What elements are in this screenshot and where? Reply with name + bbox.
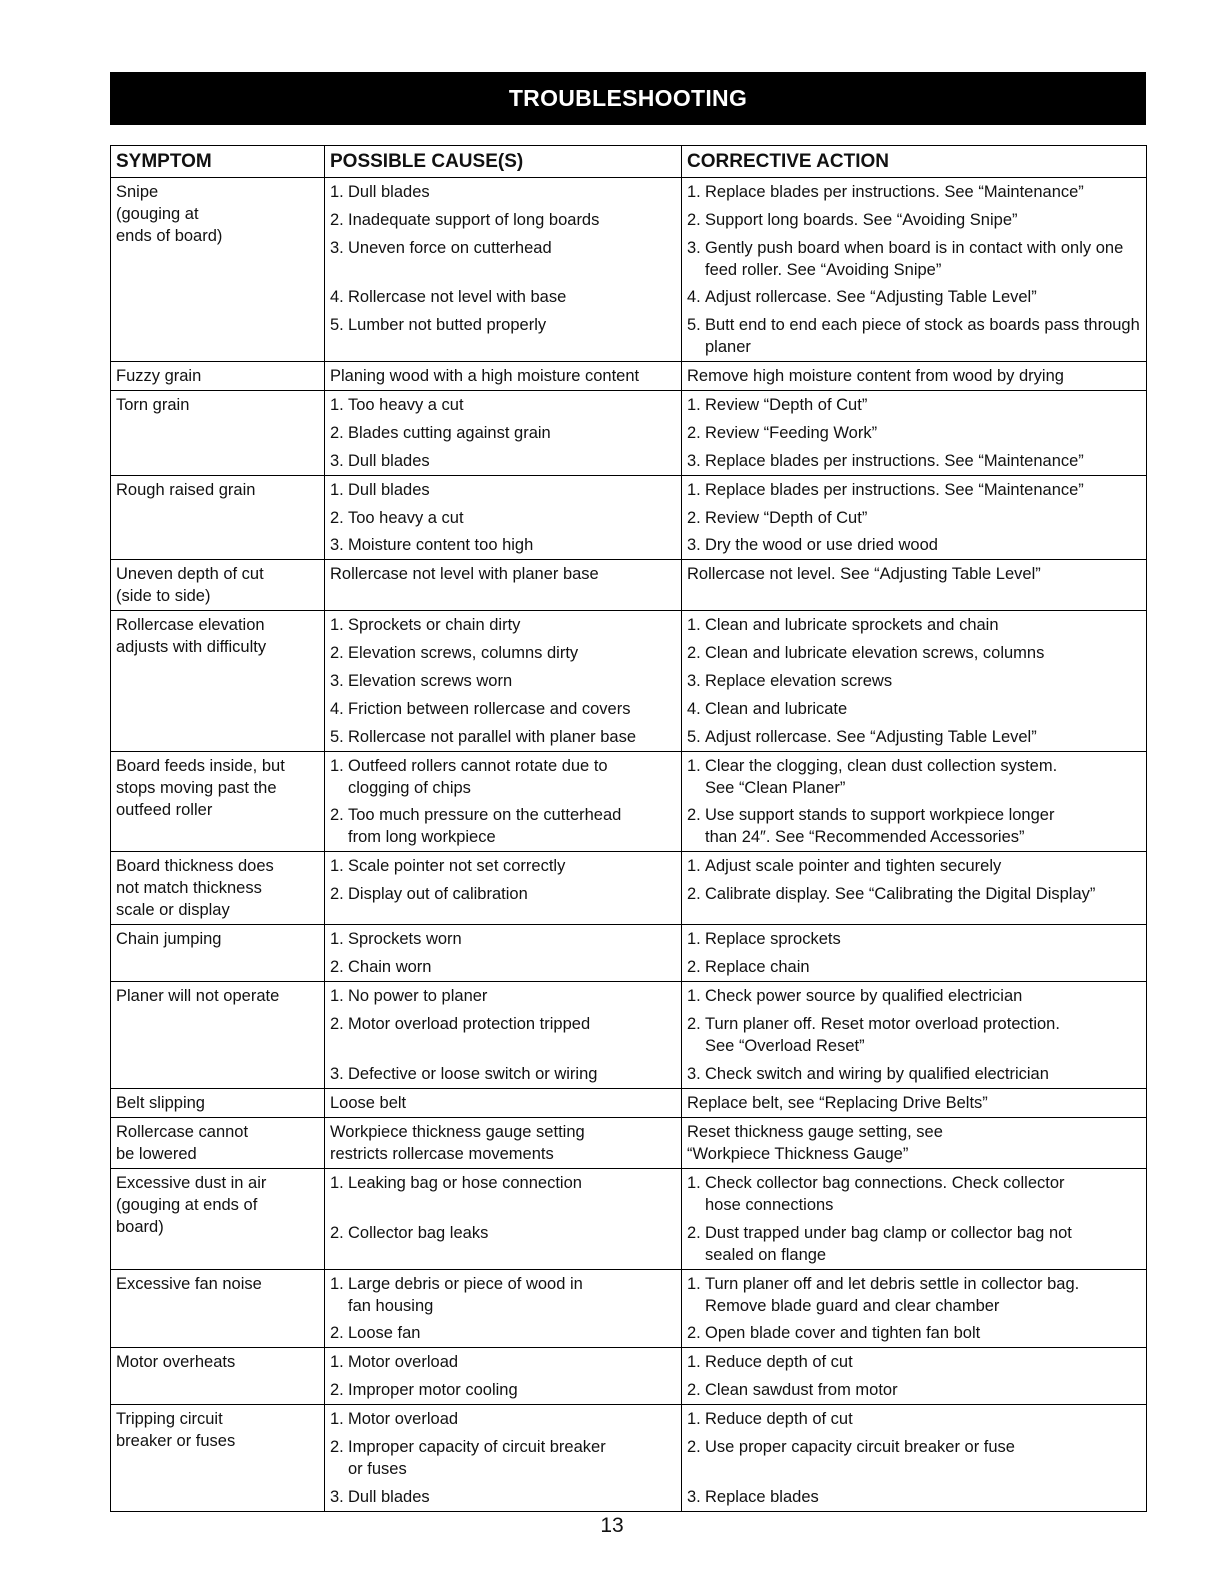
action-item [687,394,1141,416]
action-item-text: Adjust rollercase. See “Adjusting Table Level” [705,288,1037,307]
symptom-cell: Excessive dust in air (gouging at ends of board) [111,1168,325,1269]
cause-item-text: Rollercase not level with planer base [330,565,599,584]
cause-cell [325,391,682,476]
cause-item [330,985,676,1007]
action-cell [682,982,1147,1089]
cause-item-number: 1. [330,1410,344,1429]
cause-item-number: 1. [330,857,344,876]
table-body [111,178,1147,1512]
action-item-text: Replace chain [705,958,810,977]
action-item-text: Clean and lubricate [705,699,848,718]
action-item [687,1273,1141,1317]
action-item-number: 2. [687,958,701,977]
cause-item [330,1121,676,1165]
action-item-number: 1. [687,1410,701,1429]
cause-item-text: Uneven force on cutterhead [348,238,552,257]
action-item-number: 3. [687,1064,701,1083]
action-item-text: Reset thickness gauge setting, see “Workpiece Thickness Gauge” [687,1122,943,1163]
action-item [687,209,1141,231]
action-item-text: Support long boards. See “Avoiding Snipe” [705,210,1018,229]
action-item-text: Review “Depth of Cut” [705,396,868,415]
action-item [687,237,1141,281]
action-item-text: Replace belt, see “Replacing Drive Belts” [687,1093,988,1112]
cause-item-number: 2. [330,423,344,442]
symptom-cell: Motor overheats [111,1348,325,1405]
symptom-cell: Board thickness does not match thickness scale or display [111,852,325,925]
action-item-number: 4. [687,699,701,718]
action-item [687,726,1141,748]
symptom-cell: Excessive fan noise [111,1269,325,1348]
cause-item-number: 2. [330,1437,344,1456]
action-cell [682,1269,1147,1348]
cause-item-number: 3. [330,238,344,257]
action-item [687,479,1141,501]
header-possible-causes: POSSIBLE CAUSE(S) [325,146,682,178]
action-item [687,1121,1141,1165]
action-item [687,670,1141,692]
table-row [111,391,1147,476]
cause-item-text: Improper motor cooling [348,1381,518,1400]
cause-item-number: 3. [330,536,344,555]
action-item [687,1408,1141,1430]
action-item-number: 2. [687,1381,701,1400]
table-row [111,1269,1147,1348]
action-item-text: Replace blades per instructions. See “Maintenance” [705,451,1084,470]
cause-item-text: Loose fan [348,1324,421,1343]
cause-item [330,1063,676,1085]
action-item [687,286,1141,308]
page-number: 13 [600,1514,624,1537]
table-row [111,925,1147,982]
action-cell [682,852,1147,925]
symptom-cell: Fuzzy grain [111,362,325,391]
cause-item [330,1408,676,1430]
action-item [687,1172,1141,1216]
cause-item-text: Planing wood with a high moisture content [330,367,640,386]
table-row [111,1348,1147,1405]
cause-item [330,804,676,848]
cause-item [330,534,676,556]
cause-item-number: 1. [330,1274,344,1293]
cause-cell [325,1405,682,1512]
cause-item-number: 2. [330,806,344,825]
cause-item-text: Sprockets or chain dirty [348,616,521,635]
action-item [687,642,1141,664]
action-item-text: Rollercase not level. See “Adjusting Table Level” [687,565,1041,584]
cause-item-text: Defective or loose switch or wiring [348,1064,598,1083]
cause-item-text: Dull blades [348,451,430,470]
cause-item-number: 2. [330,958,344,977]
cause-item-text: Elevation screws worn [348,671,513,690]
cause-item-number: 2. [330,508,344,527]
cause-item-number: 1. [330,930,344,949]
action-item [687,1322,1141,1344]
action-item [687,1013,1141,1057]
header-corrective-action: CORRECTIVE ACTION [682,146,1147,178]
table-row [111,611,1147,751]
cause-item-text: Motor overload [348,1353,459,1372]
cause-cell [325,1348,682,1405]
action-item-text: Gently push board when board is in contact with only one feed roller. See “Avoiding Snipe” [705,238,1124,279]
cause-item-text: Chain worn [348,958,432,977]
cause-item-text: Inadequate support of long boards [348,210,600,229]
action-cell [682,1117,1147,1168]
cause-item [330,1379,676,1401]
cause-item-text: Too heavy a cut [348,508,464,527]
cause-item-number: 2. [330,1381,344,1400]
cause-item-text: Dull blades [348,183,430,201]
action-cell [682,560,1147,611]
cause-item-text: Improper capacity of circuit breaker or fuses [348,1437,606,1478]
cause-item-number: 1. [330,480,344,499]
cause-item [330,314,676,336]
cause-item-text: Dull blades [348,1487,430,1506]
action-item-text: Clean and lubricate sprockets and chain [705,616,999,635]
cause-item-text: Loose belt [330,1093,407,1112]
cause-cell [325,178,682,362]
action-item-number: 2. [687,1014,701,1033]
cause-item-text: Outfeed rollers cannot rotate due to clogging of chips [348,756,608,797]
action-item [687,1379,1141,1401]
cause-item-number: 1. [330,1173,344,1192]
symptom-cell: Rollercase cannot be lowered [111,1117,325,1168]
action-item-text: Butt end to end each piece of stock as boards pass through planer [705,316,1140,357]
table-row [111,982,1147,1089]
action-item-text: Clean and lubricate elevation screws, columns [705,644,1045,663]
cause-item [330,394,676,416]
cause-item [330,614,676,636]
action-item-text: Calibrate display. See “Calibrating the Digital Display” [705,885,1096,904]
cause-item [330,1092,676,1114]
cause-item-text: Motor overload [348,1410,459,1429]
cause-item-text: Scale pointer not set correctly [348,857,566,876]
cause-cell [325,1088,682,1117]
action-item-number: 2. [687,1223,701,1242]
action-cell [682,925,1147,982]
action-cell [682,611,1147,751]
cause-item-text: Leaking bag or hose connection [348,1173,582,1192]
action-item-number: 3. [687,451,701,470]
action-item [687,928,1141,950]
action-item [687,507,1141,529]
action-item-number: 2. [687,806,701,825]
action-item-text: Replace blades [705,1487,819,1506]
cause-item [330,883,676,905]
cause-cell [325,852,682,925]
cause-cell [325,1168,682,1269]
cause-item-number: 3. [330,1064,344,1083]
cause-item [330,1222,676,1244]
action-item-text: Check power source by qualified electrician [705,987,1023,1006]
action-item [687,365,1141,387]
action-item-number: 1. [687,857,701,876]
action-cell [682,391,1147,476]
action-cell [682,751,1147,852]
cause-item [330,1351,676,1373]
action-item [687,956,1141,978]
cause-item-text: Friction between rollercase and covers [348,699,631,718]
action-item-number: 2. [687,644,701,663]
cause-item-number: 4. [330,288,344,307]
table-row [111,560,1147,611]
action-item [687,181,1141,203]
cause-item-text: Collector bag leaks [348,1223,489,1242]
cause-cell [325,611,682,751]
action-item-number: 1. [687,987,701,1006]
action-item-number: 3. [687,536,701,555]
cause-item [330,755,676,799]
action-item [687,1222,1141,1266]
cause-item [330,563,676,585]
action-item-number: 1. [687,756,701,775]
cause-cell [325,475,682,560]
cause-item [330,1486,676,1508]
symptom-cell: Uneven depth of cut (side to side) [111,560,325,611]
cause-item-text: Display out of calibration [348,885,528,904]
action-item-number: 2. [687,210,701,229]
cause-cell [325,982,682,1089]
cause-item-number: 3. [330,671,344,690]
action-cell [682,1348,1147,1405]
cause-item [330,928,676,950]
action-cell [682,178,1147,362]
cause-item [330,286,676,308]
symptom-cell: Belt slipping [111,1088,325,1117]
symptom-cell: Tripping circuit breaker or fuses [111,1405,325,1512]
action-item [687,755,1141,799]
action-item-number: 4. [687,288,701,307]
cause-item-text: Large debris or piece of wood in fan housing [348,1274,583,1315]
cause-cell [325,1269,682,1348]
cause-item [330,698,676,720]
cause-item [330,507,676,529]
table-row [111,1088,1147,1117]
action-item-text: Open blade cover and tighten fan bolt [705,1324,981,1343]
page-title: TROUBLESHOOTING [110,72,1146,125]
action-item [687,1351,1141,1373]
cause-cell [325,925,682,982]
cause-item [330,422,676,444]
cause-item-number: 2. [330,1014,344,1033]
symptom-cell: Snipe (gouging at ends of board) [111,178,325,362]
cause-item [330,450,676,472]
action-item-text: Check switch and wiring by qualified electrician [705,1064,1049,1083]
action-item-text: Review “Depth of Cut” [705,508,868,527]
table-header-row [111,146,1147,178]
cause-item [330,1322,676,1344]
action-item-text: Remove high moisture content from wood by drying [687,367,1064,386]
cause-item-number: 2. [330,644,344,663]
action-item-text: Adjust rollercase. See “Adjusting Table Level” [705,727,1037,746]
action-item-text: Dust trapped under bag clamp or collector bag not sealed on flange [705,1223,1072,1264]
action-item-number: 3. [687,671,701,690]
cause-item-text: Blades cutting against grain [348,423,551,442]
cause-item-number: 2. [330,1324,344,1343]
action-item [687,1092,1141,1114]
table-row [111,852,1147,925]
action-item [687,534,1141,556]
action-item-number: 2. [687,1324,701,1343]
action-item-number: 5. [687,316,701,335]
action-item [687,985,1141,1007]
action-item-text: Reduce depth of cut [705,1410,853,1429]
action-item [687,1486,1141,1508]
action-item-text: Replace blades per instructions. See “Maintenance” [705,183,1084,201]
table-row [111,1168,1147,1269]
cause-item-text: Sprockets worn [348,930,462,949]
action-item [687,1063,1141,1085]
symptom-cell: Torn grain [111,391,325,476]
table-row [111,178,1147,362]
cause-cell [325,1117,682,1168]
cause-item-text: Moisture content too high [348,536,534,555]
action-cell [682,1405,1147,1512]
cause-item-text: Elevation screws, columns dirty [348,644,579,663]
action-cell [682,362,1147,391]
symptom-cell: Rough raised grain [111,475,325,560]
action-cell [682,1168,1147,1269]
action-item [687,883,1141,905]
cause-cell [325,751,682,852]
action-item-number: 1. [687,1353,701,1372]
action-item-number: 1. [687,616,701,635]
cause-item [330,670,676,692]
cause-item [330,726,676,748]
cause-item [330,956,676,978]
action-item-number: 2. [687,1437,701,1456]
action-item-number: 3. [687,1487,701,1506]
action-item [687,450,1141,472]
cause-item-number: 1. [330,987,344,1006]
table-row [111,475,1147,560]
action-item [687,1436,1141,1480]
cause-item-number: 1. [330,183,344,201]
action-item-text: Use proper capacity circuit breaker or fuse [705,1437,1015,1456]
cause-item-number: 2. [330,1223,344,1242]
action-item-text: Dry the wood or use dried wood [705,536,938,555]
action-item [687,855,1141,877]
cause-item-number: 4. [330,699,344,718]
troubleshooting-table [110,145,1147,1512]
cause-item-text: No power to planer [348,987,488,1006]
action-item-number: 1. [687,183,701,201]
action-item [687,614,1141,636]
action-item-number: 2. [687,885,701,904]
symptom-cell: Chain jumping [111,925,325,982]
action-item-number: 5. [687,727,701,746]
table-row [111,1117,1147,1168]
symptom-cell: Planer will not operate [111,982,325,1089]
action-item-text: Clean sawdust from motor [705,1381,898,1400]
cause-item-text: Motor overload protection tripped [348,1014,591,1033]
action-item-text: Use support stands to support workpiece longer than 24″. See “Recommended Accessories” [705,806,1055,847]
symptom-cell: Rollercase elevation adjusts with difficulty [111,611,325,751]
action-cell [682,1088,1147,1117]
action-item-number: 3. [687,238,701,257]
header-symptom: SYMPTOM [111,146,325,178]
cause-item [330,1436,676,1480]
cause-item-text: Rollercase not parallel with planer base [348,727,636,746]
action-item-number: 2. [687,508,701,527]
cause-item-number: 1. [330,756,344,775]
action-item [687,422,1141,444]
cause-item [330,1273,676,1317]
table-row [111,362,1147,391]
action-item-number: 1. [687,930,701,949]
cause-item-number: 5. [330,316,344,335]
action-item-text: Adjust scale pointer and tighten securely [705,857,1002,876]
cause-item-number: 3. [330,1487,344,1506]
action-item-number: 1. [687,1274,701,1293]
action-item-text: Reduce depth of cut [705,1353,853,1372]
action-item [687,804,1141,848]
cause-item-number: 3. [330,451,344,470]
cause-cell [325,560,682,611]
cause-item [330,365,676,387]
cause-item [330,479,676,501]
cause-cell [325,362,682,391]
action-item-number: 1. [687,480,701,499]
action-item-text: Replace sprockets [705,930,841,949]
cause-item-number: 1. [330,396,344,415]
cause-item-number: 1. [330,616,344,635]
action-item-text: Turn planer off and let debris settle in collector bag. Remove blade guard and clear chamber [705,1274,1080,1315]
action-item-text: Replace blades per instructions. See “Maintenance” [705,480,1084,499]
action-item-number: 1. [687,396,701,415]
action-item [687,314,1141,358]
cause-item-text: Lumber not butted properly [348,316,547,335]
action-item-text: Check collector bag connections. Check collector hose connections [705,1173,1065,1214]
cause-item [330,1172,676,1216]
action-item [687,563,1141,585]
cause-item-number: 2. [330,210,344,229]
cause-item [330,209,676,231]
cause-item [330,1013,676,1057]
cause-item-text: Rollercase not level with base [348,288,567,307]
cause-item-text: Too heavy a cut [348,396,464,415]
cause-item [330,855,676,877]
table-row [111,751,1147,852]
cause-item-number: 1. [330,1353,344,1372]
cause-item [330,237,676,281]
action-item-text: Review “Feeding Work” [705,423,878,442]
action-item-number: 2. [687,423,701,442]
action-item-number: 1. [687,1173,701,1192]
cause-item-number: 5. [330,727,344,746]
action-item [687,698,1141,720]
table-row [111,1405,1147,1512]
cause-item-text: Workpiece thickness gauge setting restricts rollercase movements [330,1122,585,1163]
action-item-text: Replace elevation screws [705,671,893,690]
cause-item [330,642,676,664]
symptom-cell: Board feeds inside, but stops moving past the outfeed roller [111,751,325,852]
cause-item-number: 2. [330,885,344,904]
action-item-text: Turn planer off. Reset motor overload protection. See “Overload Reset” [705,1014,1060,1055]
cause-item [330,181,676,203]
action-item-text: Clear the clogging, clean dust collection system. See “Clean Planer” [705,756,1058,797]
cause-item-text: Too much pressure on the cutterhead from long workpiece [348,806,622,847]
action-cell [682,475,1147,560]
cause-item-text: Dull blades [348,480,430,499]
